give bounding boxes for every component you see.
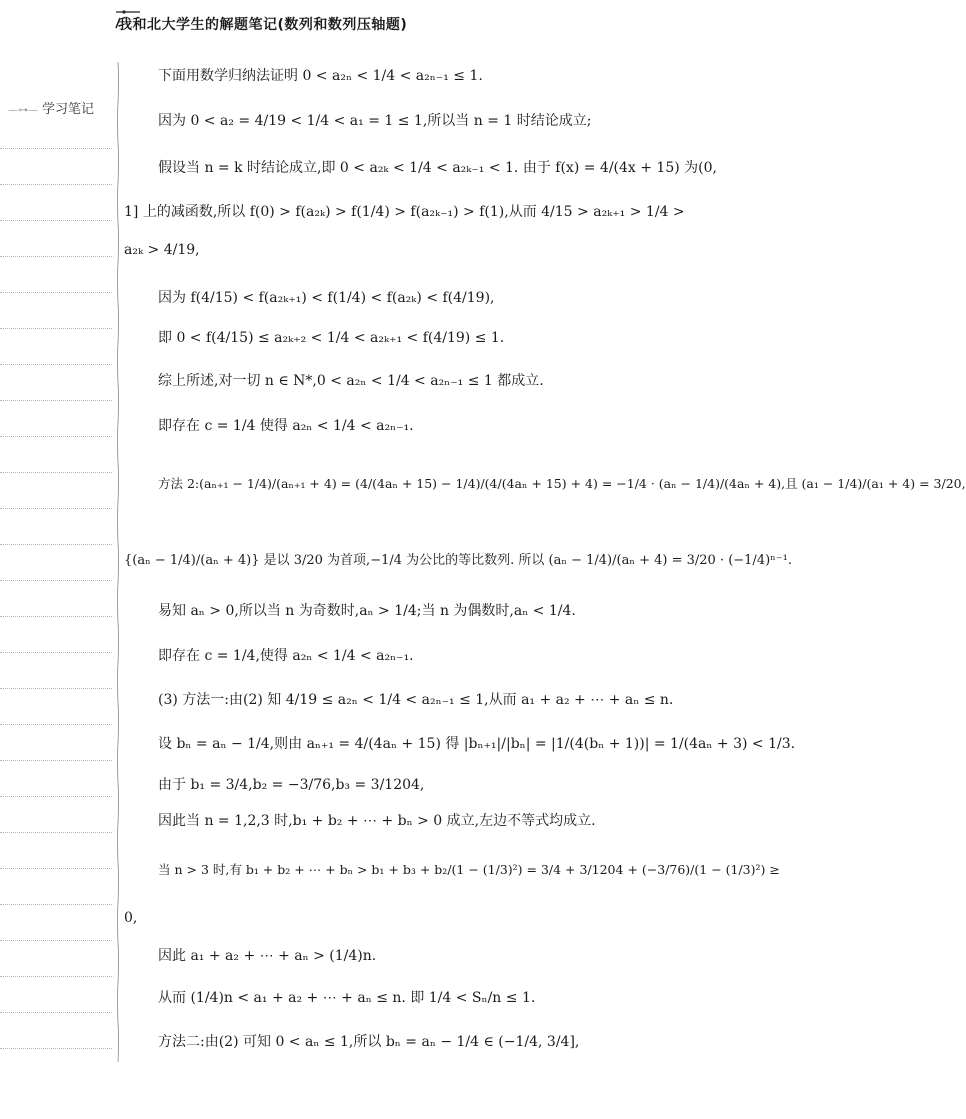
margin-dotted-line xyxy=(0,832,112,833)
margin-dotted-line xyxy=(0,976,112,977)
margin-dotted-line xyxy=(0,796,112,797)
margin-dotted-line xyxy=(0,544,112,545)
margin-dotted-line xyxy=(0,400,112,401)
sidebar-study-notes-label: —⊶— 学习笔记 xyxy=(8,102,95,117)
proof-line: 方法 2:(aₙ₊₁ − 1/4)/(aₙ₊₁ + 4) = (4/(4aₙ + 15) − 1/4)/(4/(4aₙ + 15) + 4) = −1/4 · (aₙ − 1/4)/(4aₙ + 4),且 (a₁ − 1/4)/(a₁ + 4) = 3/20, xyxy=(158,476,966,491)
proof-line: {(aₙ − 1/4)/(aₙ + 4)} 是以 3/20 为首项,−1/4 为公比的等比数列. 所以 (aₙ − 1/4)/(aₙ + 4) = 3/20 · (−1/4)ⁿ⁻¹. xyxy=(124,553,792,568)
margin-dotted-line xyxy=(0,364,112,365)
proof-line: 即存在 c = 1/4,使得 a₂ₙ < 1/4 < a₂ₙ₋₁. xyxy=(158,648,414,664)
proof-line: 由于 b₁ = 3/4,b₂ = −3/76,b₃ = 3/1204, xyxy=(158,777,425,793)
page-header-title: 我和北大学生的解题笔记(数列和数列压轴题) xyxy=(118,17,408,33)
leaf-icon: —⊶— xyxy=(8,105,38,116)
margin-dotted-line xyxy=(0,256,112,257)
margin-dotted-line xyxy=(0,580,112,581)
margin-dotted-line xyxy=(0,616,112,617)
proof-line: 设 bₙ = aₙ − 1/4,则由 aₙ₊₁ = 4/(4aₙ + 15) 得 |bₙ₊₁|/|bₙ| = |1/(4(bₙ + 1))| = 1/(4aₙ + 3) < 1/3. xyxy=(158,736,796,752)
margin-wavy-rule xyxy=(116,62,120,1062)
margin-dotted-line xyxy=(0,148,112,149)
proof-line: 易知 aₙ > 0,所以当 n 为奇数时,aₙ > 1/4;当 n 为偶数时,aₙ < 1/4. xyxy=(158,603,576,619)
proof-line: (3) 方法一:由(2) 知 4/19 ≤ a₂ₙ < 1/4 < a₂ₙ₋₁ ≤ 1,从而 a₁ + a₂ + ⋯ + aₙ ≤ n. xyxy=(158,692,674,708)
margin-dotted-line xyxy=(0,940,112,941)
margin-dotted-line xyxy=(0,292,112,293)
proof-line: 当 n > 3 时,有 b₁ + b₂ + ⋯ + bₙ > b₁ + b₃ + b₂/(1 − (1/3)²) = 3/4 + 3/1204 + (−3/76)/(1 − (1/3)²) ≥ xyxy=(158,862,780,877)
margin-dotted-line xyxy=(0,472,112,473)
margin-dotted-line xyxy=(0,760,112,761)
proof-line: a₂ₖ > 4/19, xyxy=(124,242,200,258)
margin-dotted-line xyxy=(0,1048,112,1049)
proof-line: 综上所述,对一切 n ∈ N*,0 < a₂ₙ < 1/4 < a₂ₙ₋₁ ≤ 1 都成立. xyxy=(158,373,544,389)
proof-line: 因为 0 < a₂ = 4/19 < 1/4 < a₁ = 1 ≤ 1,所以当 n = 1 时结论成立; xyxy=(158,113,592,129)
proof-line: 方法二:由(2) 可知 0 < aₙ ≤ 1,所以 bₙ = aₙ − 1/4 ∈ (−1/4, 3/4], xyxy=(158,1034,580,1050)
proof-line: 0, xyxy=(124,910,138,926)
proof-line: 下面用数学归纳法证明 0 < a₂ₙ < 1/4 < a₂ₙ₋₁ ≤ 1. xyxy=(158,68,483,84)
margin-dotted-line xyxy=(0,328,112,329)
margin-dotted-line xyxy=(0,688,112,689)
margin-dotted-line xyxy=(0,724,112,725)
proof-line: 即存在 c = 1/4 使得 a₂ₙ < 1/4 < a₂ₙ₋₁. xyxy=(158,418,414,434)
margin-dotted-line xyxy=(0,652,112,653)
margin-dotted-line xyxy=(0,436,112,437)
margin-dotted-line xyxy=(0,868,112,869)
margin-dotted-line xyxy=(0,508,112,509)
proof-line: 从而 (1/4)n < a₁ + a₂ + ⋯ + aₙ ≤ n. 即 1/4 < Sₙ/n ≤ 1. xyxy=(158,990,536,1006)
proof-line: 因此当 n = 1,2,3 时,b₁ + b₂ + ⋯ + bₙ > 0 成立,左边不等式均成立. xyxy=(158,813,596,829)
margin-dotted-line xyxy=(0,184,112,185)
proof-line: 因为 f(4/15) < f(a₂ₖ₊₁) < f(1/4) < f(a₂ₖ) < f(4/19), xyxy=(158,290,495,306)
proof-line: 1] 上的减函数,所以 f(0) > f(a₂ₖ) > f(1/4) > f(a₂ₖ₋₁) > f(1),从而 4/15 > a₂ₖ₊₁ > 1/4 > xyxy=(124,204,685,220)
proof-line: 因此 a₁ + a₂ + ⋯ + aₙ > (1/4)n. xyxy=(158,948,377,964)
margin-dotted-line xyxy=(0,1012,112,1013)
proof-line: 即 0 < f(4/15) ≤ a₂ₖ₊₂ < 1/4 < a₂ₖ₊₁ < f(4/19) ≤ 1. xyxy=(158,330,505,346)
margin-dotted-line xyxy=(0,220,112,221)
margin-dotted-line xyxy=(0,904,112,905)
proof-line: 假设当 n = k 时结论成立,即 0 < a₂ₖ < 1/4 < a₂ₖ₋₁ < 1. 由于 f(x) = 4/(4x + 15) 为(0, xyxy=(158,160,717,176)
